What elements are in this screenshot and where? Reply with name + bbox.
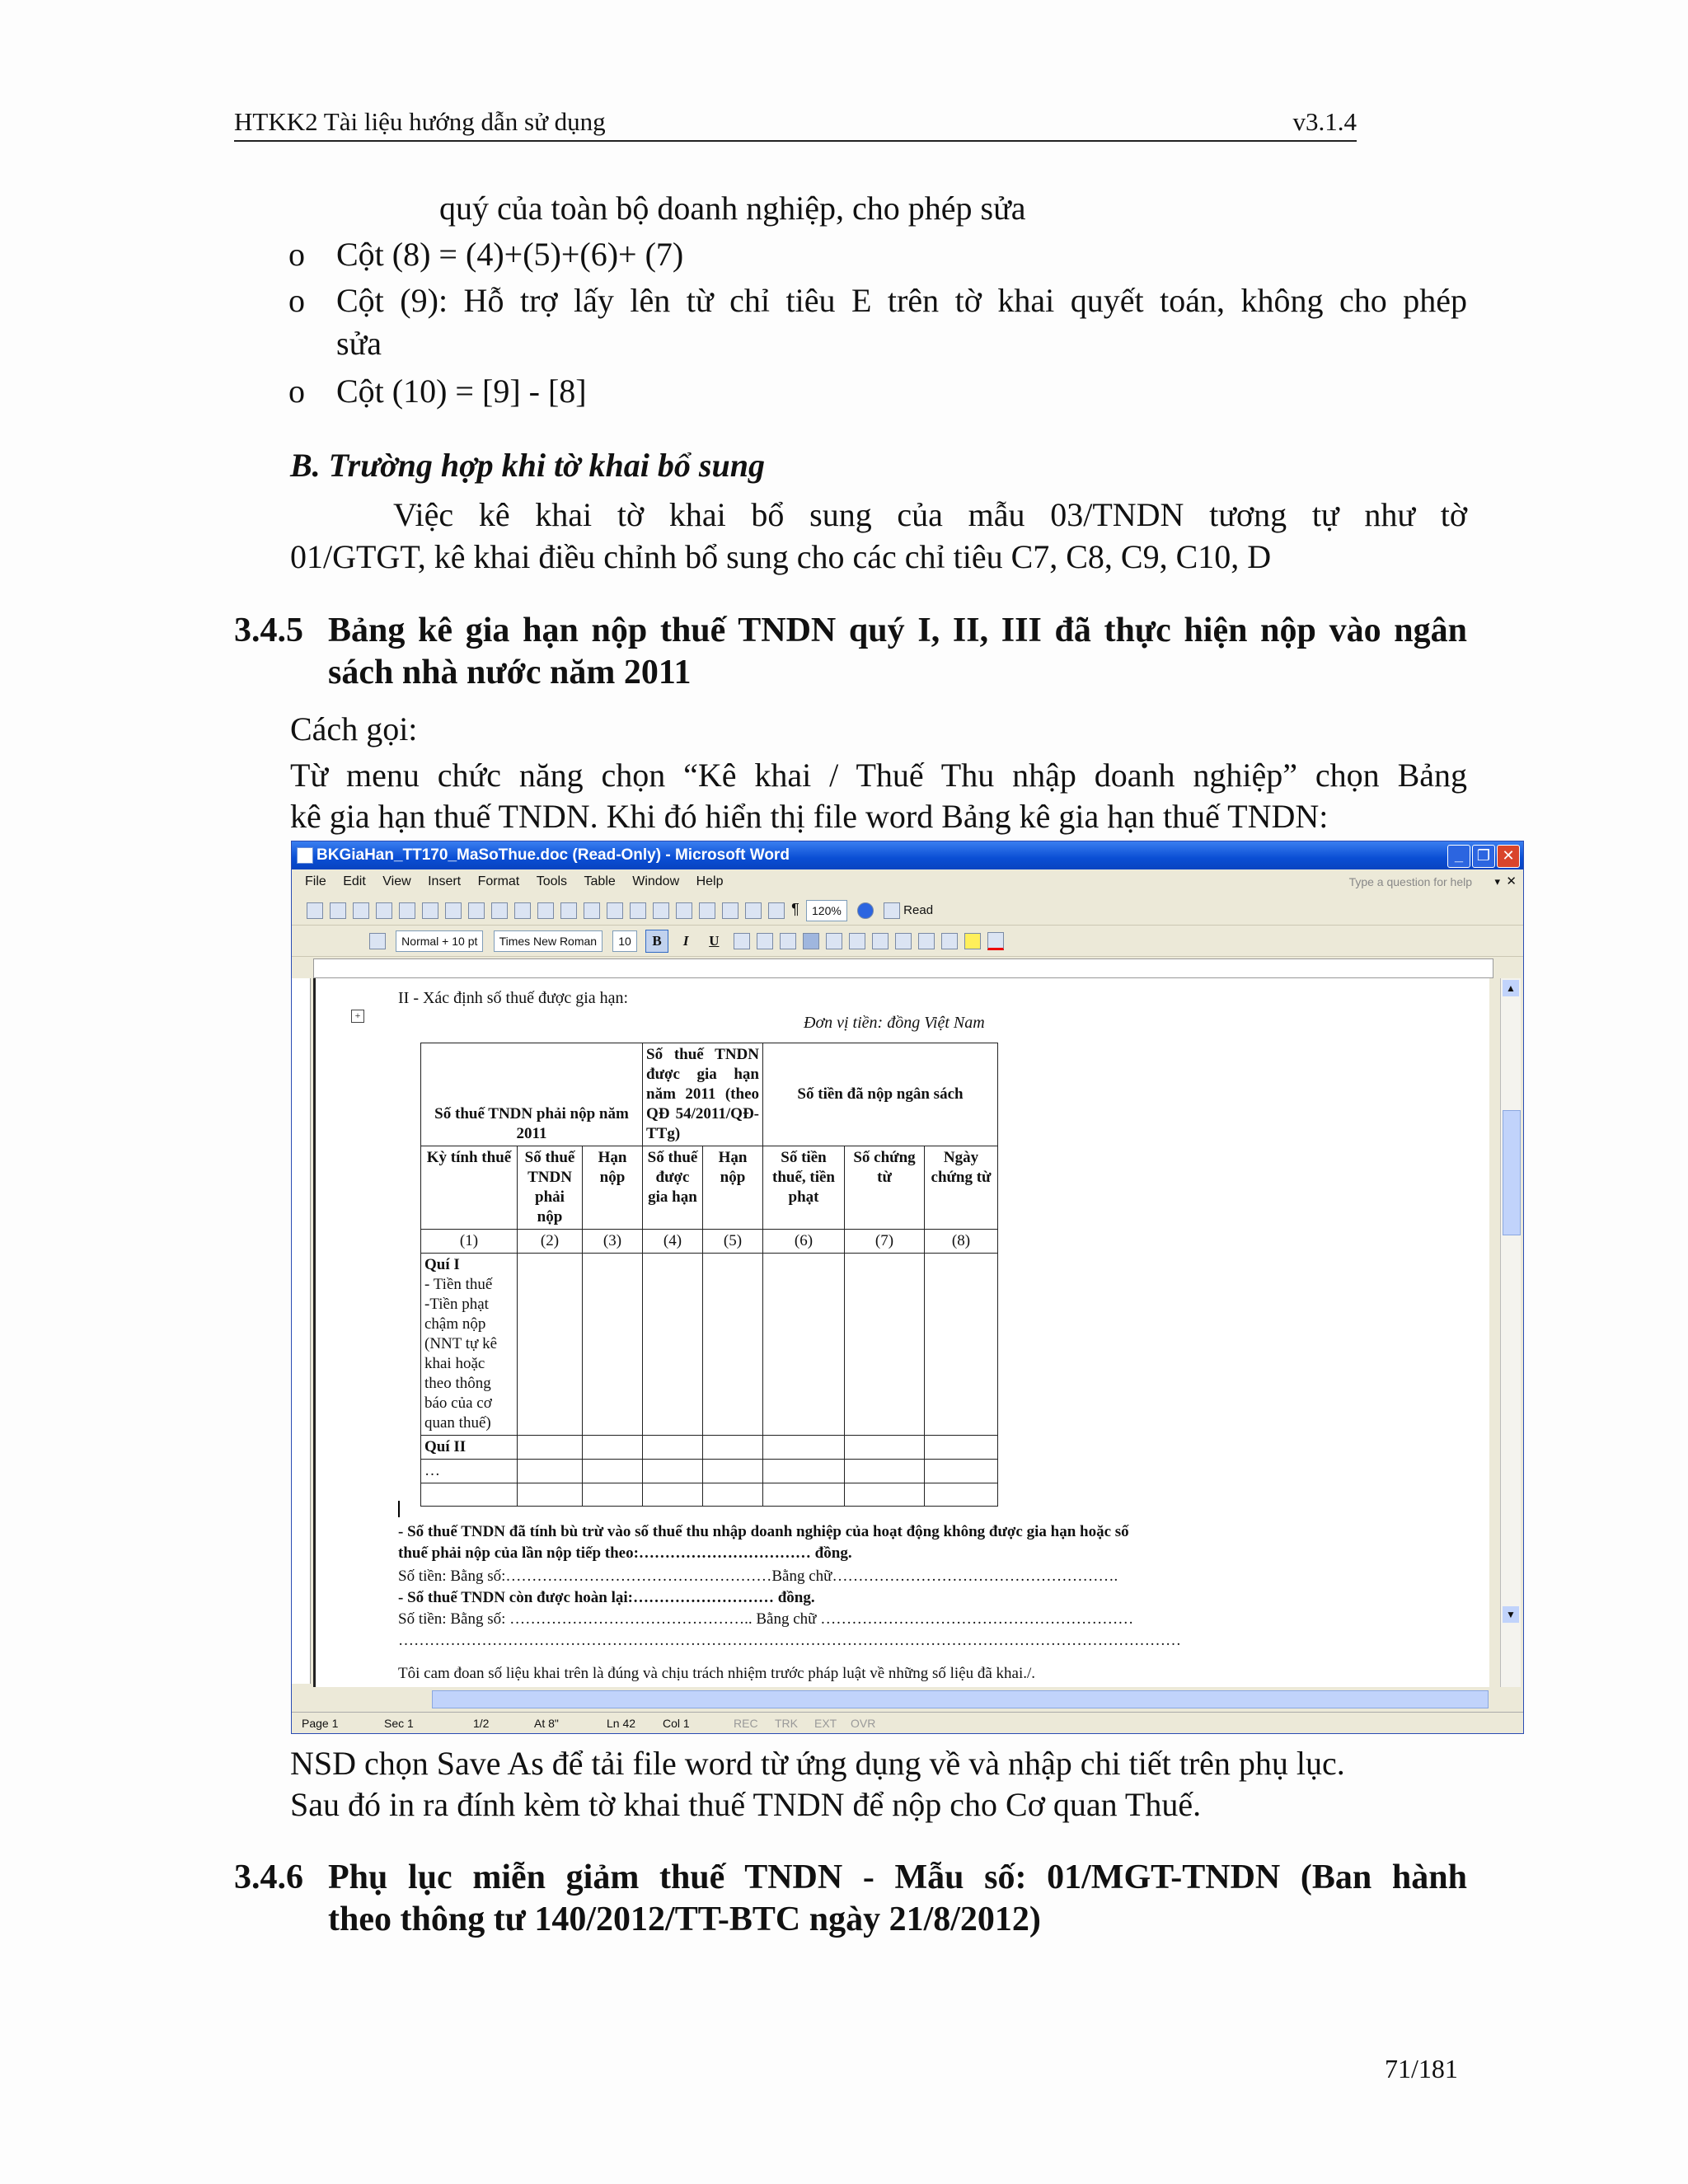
- horizontal-scrollbar[interactable]: [292, 1687, 1523, 1710]
- heading-line: sách nhà nước năm 2011: [328, 654, 692, 691]
- word-titlebar: [292, 841, 1523, 869]
- standard-toolbar: [292, 894, 1523, 926]
- bold-button[interactable]: B: [645, 930, 668, 953]
- page-number: 71/181: [1385, 2054, 1458, 2083]
- col-number: (7): [845, 1230, 925, 1254]
- row-label-q2: Quí II: [421, 1436, 518, 1460]
- bullets-icon[interactable]: [872, 933, 889, 949]
- col-number: (4): [643, 1230, 703, 1254]
- cut-icon[interactable]: [491, 902, 508, 919]
- status-pages: 1/2: [473, 1717, 490, 1730]
- paragraph: Cách gọi:: [290, 710, 418, 748]
- save-icon[interactable]: [353, 902, 369, 919]
- insert-table-icon[interactable]: [676, 902, 692, 919]
- paste-icon[interactable]: [537, 902, 554, 919]
- table-move-handle-icon[interactable]: +: [351, 1010, 364, 1023]
- bullet-mark: o: [288, 373, 305, 410]
- doc-line: Số tiền: Bằng số:……………………………………………Bằng chữ……………………………………………….: [398, 1568, 1118, 1585]
- drawing-icon[interactable]: [745, 902, 762, 919]
- menu-table[interactable]: Table: [584, 874, 616, 888]
- insert-excel-icon[interactable]: [699, 902, 715, 919]
- paragraph: kê gia hạn thuế TNDN. Khi đó hiển thị file word Bảng kê gia hạn thuế TNDN:: [290, 798, 1329, 835]
- status-line: Ln 42: [607, 1717, 636, 1730]
- section-title: B. Trường hợp khi tờ khai bổ sung: [290, 447, 765, 484]
- line-spacing-icon[interactable]: [826, 933, 842, 949]
- col-header: Kỳ tính thuế: [421, 1146, 518, 1230]
- help-search-input[interactable]: Type a question for help: [1348, 875, 1472, 888]
- border-icon[interactable]: [941, 933, 958, 949]
- doc-line: - Số thuế TNDN còn được hoàn lại:……………………… đồng.: [398, 1589, 815, 1606]
- scroll-up-icon[interactable]: ▲: [1503, 980, 1519, 996]
- paragraph: Việc kê khai tờ khai bổ sung của mẫu 03/TNDN tương tự như tờ: [393, 496, 1467, 533]
- header-group-paid: Số tiền đã nộp ngân sách: [763, 1043, 998, 1146]
- doc-section-title: II - Xác định số thuế được gia hạn:: [398, 989, 629, 1007]
- col-header: Số thuế được gia hạn: [643, 1146, 703, 1230]
- bullet-mark: o: [288, 236, 305, 273]
- row-label-dots: …: [421, 1460, 518, 1483]
- menu-file[interactable]: File: [305, 874, 326, 888]
- spelling-icon[interactable]: [445, 902, 462, 919]
- row-label-q1: Quí I: [424, 1256, 460, 1273]
- font-size-select[interactable]: 10: [612, 930, 637, 952]
- justify-icon[interactable]: [803, 933, 819, 949]
- document-page[interactable]: [313, 978, 1489, 1687]
- paragraph: NSD chọn Save As để tải file word từ ứng dụng về và nhập chi tiết trên phụ lục.: [290, 1745, 1345, 1782]
- vertical-scrollbar[interactable]: [1500, 978, 1521, 1687]
- redo-icon[interactable]: [607, 902, 623, 919]
- scroll-thumb[interactable]: [1503, 1110, 1521, 1235]
- status-bar: [292, 1712, 1523, 1734]
- help-dropdown-icon[interactable]: ▾: [1494, 875, 1500, 888]
- undo-icon[interactable]: [584, 902, 600, 919]
- col-number: (1): [421, 1230, 518, 1254]
- doc-line: ……………………………………………………………………………………………………………………………………: [398, 1632, 1181, 1649]
- status-at: At 8": [534, 1717, 559, 1730]
- bullet-text: Cột (10) = [9] - [8]: [336, 373, 587, 410]
- extension-table: [420, 1043, 998, 1507]
- col-header: Số chứng từ: [845, 1146, 925, 1230]
- heading-line: Bảng kê gia hạn nộp thuế TNDN quý I, II, III đã thực hiện nộp vào ngân: [328, 612, 1467, 649]
- word-doc-icon: [297, 847, 313, 864]
- scroll-down-icon[interactable]: ▼: [1503, 1606, 1519, 1623]
- heading-line: theo thông tư 140/2012/TT-BTC ngày 21/8/2012): [328, 1900, 1041, 1938]
- increase-indent-icon[interactable]: [918, 933, 935, 949]
- window-title: BKGiaHan_TT170_MaSoThue.doc (Read-Only) - Microsoft Word: [316, 846, 790, 864]
- row-label: -Tiền phạt chậm nộp (NNT tự kê khai hoặc theo thông báo của cơ quan thuế): [424, 1296, 498, 1432]
- style-select[interactable]: Normal + 10 pt: [396, 930, 483, 952]
- print-icon[interactable]: [399, 902, 415, 919]
- status-ovr[interactable]: OVR: [851, 1717, 876, 1730]
- new-icon[interactable]: [307, 902, 323, 919]
- heading-number: 3.4.5: [234, 612, 303, 649]
- text-cursor: [398, 1501, 400, 1517]
- paragraph: Sau đó in ra đính kèm tờ khai thuế TNDN để nộp cho Cơ quan Thuế.: [290, 1786, 1202, 1823]
- numbering-icon[interactable]: [849, 933, 865, 949]
- close-icon[interactable]: ✕: [1497, 845, 1520, 868]
- status-col: Col 1: [663, 1717, 690, 1730]
- col-number: (6): [763, 1230, 845, 1254]
- menu-bar: [292, 869, 1523, 894]
- close-doc-icon[interactable]: ✕: [1506, 874, 1517, 888]
- menu-window[interactable]: Window: [632, 874, 680, 888]
- format-painter-icon[interactable]: [560, 902, 577, 919]
- col-number: (2): [518, 1230, 583, 1254]
- col-header: Số thuế TNDN phải nộp: [518, 1146, 583, 1230]
- col-header: Ngày chứng từ: [925, 1146, 998, 1230]
- header-version: v3.1.4: [1292, 107, 1357, 136]
- menu-tools[interactable]: Tools: [536, 874, 568, 888]
- bullet-text: Cột (8) = (4)+(5)+(6)+ (7): [336, 236, 684, 273]
- menu-view[interactable]: View: [382, 874, 411, 888]
- body-line: quý của toàn bộ doanh nghiệp, cho phép sửa: [439, 190, 1026, 227]
- document-map-icon[interactable]: [768, 902, 785, 919]
- minimize-icon[interactable]: _: [1447, 845, 1470, 868]
- open-icon[interactable]: [330, 902, 346, 919]
- word-window: [291, 841, 1524, 1734]
- status-rec[interactable]: REC: [734, 1717, 758, 1730]
- paragraph: Từ menu chức năng chọn “Kê khai / Thuế Thu nhập doanh nghiệp” chọn Bảng: [290, 757, 1467, 794]
- row-label: - Tiền thuế: [424, 1276, 493, 1293]
- paragraph: 01/GTGT, kê khai điều chỉnh bổ sung cho các chỉ tiêu C7, C8, C9, C10, D: [290, 538, 1272, 575]
- copy-icon[interactable]: [514, 902, 531, 919]
- research-icon[interactable]: [468, 902, 485, 919]
- bullet-mark: o: [288, 282, 305, 319]
- doc-line: Tôi cam đoan số liệu khai trên là đúng và chịu trách nhiệm trước pháp luật về những số liệu đã khai./.: [398, 1665, 1036, 1682]
- heading-number: 3.4.6: [234, 1858, 303, 1896]
- menu-insert[interactable]: Insert: [428, 874, 462, 888]
- col-number: (3): [583, 1230, 643, 1254]
- tables-borders-icon[interactable]: [653, 902, 669, 919]
- font-select[interactable]: Times New Roman: [494, 930, 603, 952]
- highlight-icon[interactable]: [964, 933, 981, 949]
- menu-edit[interactable]: Edit: [343, 874, 366, 888]
- maximize-icon[interactable]: ❐: [1472, 845, 1495, 868]
- col-number: (8): [925, 1230, 998, 1254]
- status-page: Page 1: [302, 1717, 339, 1730]
- bullet-text: Cột (9): Hỗ trợ lấy lên từ chỉ tiêu E trên tờ khai quyết toán, không cho phép: [336, 282, 1467, 319]
- status-section: Sec 1: [384, 1717, 414, 1730]
- formatting-toolbar: [292, 926, 1523, 957]
- doc-line: thuế phải nộp của lần nộp tiếp theo:…………………………… đồng.: [398, 1544, 852, 1562]
- horizontal-ruler[interactable]: [313, 958, 1493, 978]
- italic-button[interactable]: I: [682, 933, 689, 949]
- align-right-icon[interactable]: [780, 933, 796, 949]
- col-number: (5): [703, 1230, 763, 1254]
- vertical-ruler[interactable]: [292, 978, 311, 1684]
- header-title: HTKK2 Tài liệu hướng dẫn sử dụng: [234, 107, 606, 136]
- header-group-payable: Số thuế TNDN phải nộp năm 2011: [421, 1043, 643, 1146]
- font-color-icon[interactable]: [987, 932, 1004, 950]
- menu-help[interactable]: Help: [696, 874, 724, 888]
- col-header: Số tiền thuế, tiền phạt: [763, 1146, 845, 1230]
- doc-line: Số tiền: Bằng số: ……………………………………….. Bằng chữ ……………………………………………………: [398, 1610, 1134, 1628]
- doc-unit: Đơn vị tiền: đồng Việt Nam: [804, 1014, 985, 1032]
- bullet-continuation: sửa: [336, 325, 382, 362]
- permission-icon[interactable]: [376, 902, 392, 919]
- status-trk[interactable]: TRK: [775, 1717, 798, 1730]
- zoom-select[interactable]: 120%: [806, 900, 847, 921]
- hscroll-thumb[interactable]: [432, 1690, 1489, 1708]
- header-group-extended: Số thuế TNDN được gia hạn năm 2011 (theo QĐ 54/2011/QĐ-TTg): [643, 1043, 763, 1146]
- doc-line: - Số thuế TNDN đã tính bù trừ vào số thuế thu nhập doanh nghiệp của hoạt động không được gia hạn hoặc số: [398, 1523, 1129, 1540]
- print-preview-icon[interactable]: [422, 902, 438, 919]
- decrease-indent-icon[interactable]: [895, 933, 912, 949]
- read-button[interactable]: Read: [903, 903, 934, 917]
- col-header: Hạn nộp: [583, 1146, 643, 1230]
- align-left-icon[interactable]: [734, 933, 750, 949]
- status-ext[interactable]: EXT: [814, 1717, 837, 1730]
- heading-line: Phụ lục miễn giảm thuế TNDN - Mẫu số: 01/MGT-TNDN (Ban hành: [328, 1858, 1467, 1896]
- align-center-icon[interactable]: [757, 933, 773, 949]
- hyperlink-icon[interactable]: [630, 902, 646, 919]
- menu-format[interactable]: Format: [477, 874, 520, 888]
- table-row: [421, 1254, 518, 1436]
- styles-icon[interactable]: [369, 933, 386, 949]
- col-header: Hạn nộp: [703, 1146, 763, 1230]
- page-header: [234, 107, 1357, 142]
- help-icon[interactable]: [857, 902, 874, 919]
- read-icon[interactable]: [884, 902, 900, 919]
- columns-icon[interactable]: [722, 902, 738, 919]
- pilcrow-icon[interactable]: ¶: [791, 901, 799, 917]
- underline-button[interactable]: U: [709, 933, 720, 949]
